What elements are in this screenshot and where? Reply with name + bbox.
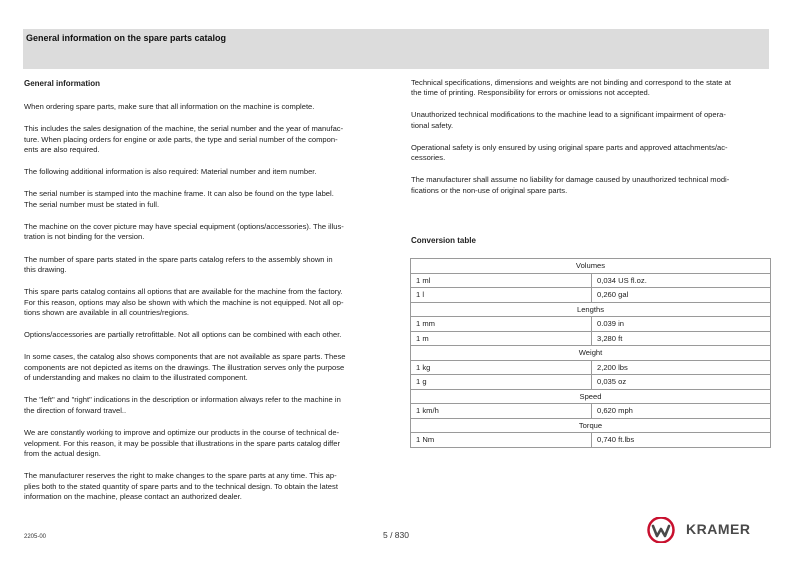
paragraph: When ordering spare parts, make sure that all information on the machine is complete. (24, 102, 315, 111)
imperial-value-cell: 2,200 lbs (592, 360, 771, 375)
right-column (411, 78, 771, 208)
imperial-value-cell: 0,035 oz (592, 375, 771, 390)
left-column (24, 78, 386, 514)
page-title: General information on the spare parts catalog (26, 33, 227, 43)
conversion-group-name: Torque (411, 418, 771, 433)
table-row (411, 331, 771, 346)
table-row (411, 288, 771, 303)
imperial-value-cell: 0,034 US fl.oz. (592, 273, 771, 288)
conversion-group-name: Lengths (411, 302, 771, 317)
paragraph: The serial number is stamped into the machine frame. It can also be found on the type label. The serial number must be stated in full. (24, 189, 334, 209)
table-row (411, 404, 771, 419)
paragraph: We are constantly working to improve and optimize our products in the course of technical de- velopment. For this reason, it may be possible that illustrations in the spare parts catalog differ from the actual design. (24, 428, 341, 458)
imperial-value-cell: 0,620 mph (592, 404, 771, 419)
section-heading: General information (24, 79, 101, 88)
metric-value-cell: 1 g (411, 375, 592, 390)
paragraph: Technical specifications, dimensions and weights are not binding and correspond to the state at the time of printing. Responsibility for errors or omissions not accepted. (411, 78, 731, 98)
conversion-group-row (411, 418, 771, 433)
paragraph: This spare parts catalog contains all options that are available for the machine from the factory. For this reason, options may also be shown with which the machine is not equipped. Not all op- tions shown are available in all countries/regions. (24, 287, 344, 318)
conversion-group-row (411, 389, 771, 404)
page-number: 5 / 830 (383, 530, 409, 540)
conversion-table-heading: Conversion table (411, 236, 476, 245)
table-row (411, 317, 771, 332)
paragraph: The number of spare parts stated in the spare parts catalog refers to the assembly shown in this drawing. (24, 254, 333, 275)
paragraph: Options/accessories are partially retrofittable. Not all options can be combined with each other. (24, 330, 342, 340)
conversion-group-row (411, 302, 771, 317)
conversion-table (410, 258, 771, 448)
paragraph: The machine on the cover picture may have special equipment (options/accessories). The illus- tration is not binding for the version. (24, 222, 344, 242)
metric-value-cell: 1 km/h (411, 404, 592, 419)
kramer-w-logo-icon (645, 517, 677, 543)
table-row (411, 433, 771, 448)
imperial-value-cell: 0.039 in (592, 317, 771, 332)
document-code: 2205-00 (24, 534, 47, 540)
table-row (411, 375, 771, 390)
table-row (411, 273, 771, 288)
paragraph: The "left" and "right" indications in the description or information always refer to the machine in the direction of forward travel.. (24, 395, 341, 415)
paragraph: The following additional information is also required: Material number and item number. (24, 167, 317, 177)
paragraph: Unauthorized technical modifications to the machine lead to a significant impairment of opera- tional safety. (411, 110, 726, 130)
page-header (23, 29, 769, 69)
paragraph: In some cases, the catalog also shows components that are not available as spare parts. These components are not depicted as items on the drawings. The illustration serves only the purpose of understanding and makes no claim to the illustrated component. (24, 352, 346, 383)
paragraph: The manufacturer reserves the right to make changes to the spare parts at any time. This ap- plies both to the stated quantity of spare parts and to the technical design. To obtain the latest information on the machine, please contact an authorized dealer. (24, 471, 338, 501)
imperial-value-cell: 3,280 ft (592, 331, 771, 346)
conversion-group-name: Weight (411, 346, 771, 361)
brand-name: KRAMER (686, 521, 751, 537)
metric-value-cell: 1 mm (411, 317, 592, 332)
metric-value-cell: 1 m (411, 331, 592, 346)
conversion-group-name: Volumes (411, 259, 771, 274)
metric-value-cell: 1 ml (411, 273, 592, 288)
table-row (411, 360, 771, 375)
paragraph: The manufacturer shall assume no liability for damage caused by unauthorized technical modi- fications or the non-use of original spare parts. (411, 175, 730, 195)
paragraph: This includes the sales designation of the machine, the serial number and the year of manufac- ture. When placing orders for engine or axle parts, the type and serial number of the compon- ents are also required. (24, 124, 344, 155)
conversion-group-row (411, 346, 771, 361)
paragraph: Operational safety is only ensured by using original spare parts and approved attachments/ac- cessories. (411, 142, 728, 163)
conversion-group-row (411, 259, 771, 274)
conversion-group-name: Speed (411, 389, 771, 404)
metric-value-cell: 1 l (411, 288, 592, 303)
metric-value-cell: 1 Nm (411, 433, 592, 448)
metric-value-cell: 1 kg (411, 360, 592, 375)
imperial-value-cell: 0,740 ft.lbs (592, 433, 771, 448)
imperial-value-cell: 0,260 gal (592, 288, 771, 303)
